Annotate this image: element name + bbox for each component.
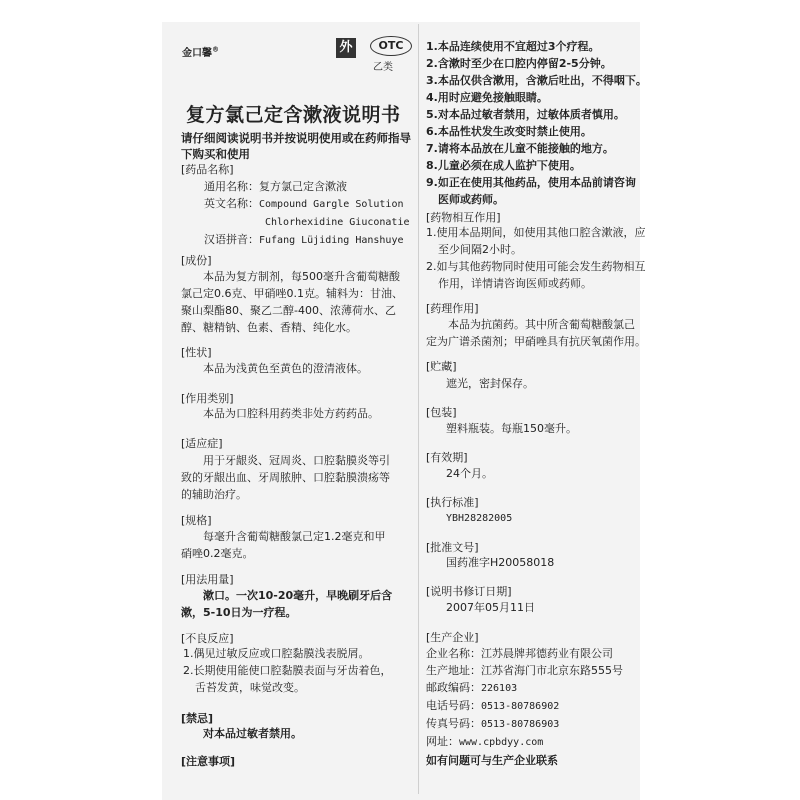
phone-label: 电话号码：: [426, 699, 481, 712]
section-interactions-body: [426, 224, 646, 292]
english-name-value-2: Chlorhexidine Giuconatie: [265, 217, 410, 228]
adverse-item-2a: 2.长期使用能使口腔黏膜表面与牙齿着色，: [183, 664, 392, 677]
indications-line-2: 致的牙龈出血、牙周脓肿、口腔黏膜溃疡等: [181, 471, 390, 484]
precaution-item: 3.本品仅供含漱用，含漱后吐出，不得咽下。: [426, 74, 647, 87]
contact-note: 如有问题可与生产企业联系: [426, 754, 558, 767]
precaution-item: 1.本品连续使用不宜超过3个疗程。: [426, 40, 600, 53]
section-heading-validity: [有效期]: [426, 451, 468, 464]
section-heading-precautions: [注意事项]: [181, 755, 236, 768]
phone-value: 0513-80786902: [481, 701, 560, 712]
pinyin-label: 汉语拼音：: [204, 233, 259, 246]
revision-text: 2007年05月11日: [446, 601, 535, 614]
section-heading-dosage: [用法用量]: [181, 573, 234, 586]
contraindications-text: 对本品过敏者禁用。: [203, 727, 302, 740]
registered-mark: ®: [212, 45, 219, 54]
ingredients-line-4: 醇、糖精钠、色素、香精、纯化水。: [181, 321, 357, 334]
interactions-item-2a: 2.如与其他药物同时使用可能会发生药物相互: [426, 260, 646, 273]
section-adverse-body: [183, 645, 392, 696]
package-text: 塑料瓶装。每瓶150毫升。: [446, 422, 577, 435]
ingredients-line-2: 氯己定0.6克、甲硝唑0.1克。辅料为：甘油、: [181, 287, 403, 300]
precaution-item: 8.儿童必须在成人监护下使用。: [426, 159, 581, 172]
section-heading-approval: [批准文号]: [426, 541, 479, 554]
adverse-item-2b: 舌苔发黄，味觉改变。: [195, 681, 305, 694]
section-heading-manufacturer: [生产企业]: [426, 631, 479, 644]
adverse-item-1: 1.偶见过敏反应或口腔黏膜浅表脱屑。: [183, 647, 370, 660]
properties-text: 本品为浅黄色至黄色的澄清液体。: [203, 362, 368, 375]
document-title: 复方氯己定含漱液说明书: [186, 104, 401, 126]
otc-badge: OTC: [370, 36, 412, 56]
general-name-label: 通用名称：: [204, 180, 259, 193]
ingredients-line-1: 本品为复方制剂，每500毫升含葡萄糖酸: [203, 270, 400, 283]
postcode-value: 226103: [481, 683, 518, 694]
website-value: www.cpbdyy.com: [459, 737, 544, 748]
precautions-list: [426, 38, 647, 208]
precaution-item: 5.对本品过敏者禁用，过敏体质者慎用。: [426, 108, 625, 121]
section-heading-indications: [适应症]: [181, 437, 223, 450]
section-heading-ingredients: [成份]: [181, 254, 212, 267]
specs-line-1: 每毫升含葡萄糖酸氯己定1.2毫克和甲: [203, 530, 386, 543]
dosage-line-1: 漱口。一次10-20毫升，早晚刷牙后含: [203, 589, 393, 602]
pharmacology-line-2: 定为广谱杀菌剂；甲硝唑具有抗厌氧菌作用。: [426, 335, 646, 348]
brand-name: 金口馨®: [182, 45, 219, 59]
section-heading-package: [包装]: [426, 406, 457, 419]
address-value: 江苏省海门市北京东路555号: [481, 664, 623, 677]
dosage-line-2: 漱，5-10日为一疗程。: [181, 606, 297, 619]
section-heading-name: [药品名称]: [181, 163, 234, 176]
section-dosage-body: [181, 587, 392, 621]
specs-line-2: 硝唑0.2毫克。: [181, 547, 254, 560]
section-ingredients-body: [181, 268, 403, 336]
precaution-item: 6.本品性状发生改变时禁止使用。: [426, 125, 592, 138]
fax-label: 传真号码：: [426, 717, 481, 730]
postcode-label: 邮政编码：: [426, 681, 481, 694]
validity-text: 24个月。: [446, 467, 493, 480]
precaution-item: 7.请将本品放在儿童不能接触的地方。: [426, 142, 614, 155]
section-heading-properties: [性状]: [181, 346, 212, 359]
precaution-item: 9.如正在使用其他药品，使用本品前请咨询: [426, 176, 636, 189]
intro-instruction: 请仔细阅读说明书并按说明使用或在药师指导下购买和使用: [181, 131, 411, 161]
ingredients-line-3: 聚山梨酯80、聚乙二醇-400、浓薄荷水、乙: [181, 304, 396, 317]
section-heading-interactions: [药物相互作用]: [426, 211, 501, 224]
section-pharmacology-body: [426, 316, 646, 350]
section-heading-contraindications: [禁忌]: [181, 712, 214, 725]
section-heading-pharmacology: [药理作用]: [426, 302, 479, 315]
precaution-item: 4.用时应避免接触眼睛。: [426, 91, 548, 104]
section-heading-storage: [贮藏]: [426, 360, 457, 373]
column-divider: [418, 24, 419, 794]
general-name-value: 复方氯己定含漱液: [259, 180, 347, 193]
pinyin-value: Fufang Lüjiding Hanshuye: [259, 235, 404, 246]
approval-text: 国药准字H20058018: [446, 556, 555, 569]
section-heading-adverse: [不良反应]: [181, 632, 234, 645]
storage-text: 遮光，密封保存。: [446, 377, 534, 390]
section-heading-action-class: [作用类别]: [181, 392, 234, 405]
external-use-badge: 外: [336, 38, 356, 58]
interactions-item-1b: 至少间隔2小时。: [438, 243, 522, 256]
interactions-item-1a: 1.使用本品期间，如使用其他口腔含漱液，应: [426, 226, 646, 239]
english-name-value-1: Compound Gargle Solution: [259, 199, 404, 210]
precaution-item: 医师或药师。: [438, 193, 504, 206]
pharmacology-line-1: 本品为抗菌药。其中所含葡萄糖酸氯己: [448, 318, 635, 331]
interactions-item-2b: 作用，详情请咨询医师或药师。: [438, 277, 592, 290]
company-name-label: 企业名称：: [426, 647, 481, 660]
company-name-value: 江苏晨牌邦德药业有限公司: [481, 647, 613, 660]
address-label: 生产地址：: [426, 664, 481, 677]
section-indications-body: [181, 452, 390, 503]
section-manufacturer-body: [426, 645, 623, 751]
precaution-item: 2.含漱时至少在口腔内停留2-5分钟。: [426, 57, 612, 70]
section-specs-body: [181, 528, 386, 562]
indications-line-1: 用于牙龈炎、冠周炎、口腔黏膜炎等引: [203, 454, 390, 467]
otc-category: 乙类: [373, 62, 393, 73]
section-heading-standard: [执行标准]: [426, 496, 479, 509]
fax-value: 0513-80786903: [481, 719, 560, 730]
section-heading-specs: [规格]: [181, 514, 212, 527]
indications-line-3: 的辅助治疗。: [181, 488, 247, 501]
website-label: 网址：: [426, 735, 459, 748]
section-heading-revision: [说明书修订日期]: [426, 585, 512, 598]
english-name-label: 英文名称：: [204, 197, 259, 210]
standard-text: YBH28282005: [446, 513, 513, 524]
section-name-body: [204, 178, 410, 249]
action-class-text: 本品为口腔科用药类非处方药药品。: [203, 407, 379, 420]
